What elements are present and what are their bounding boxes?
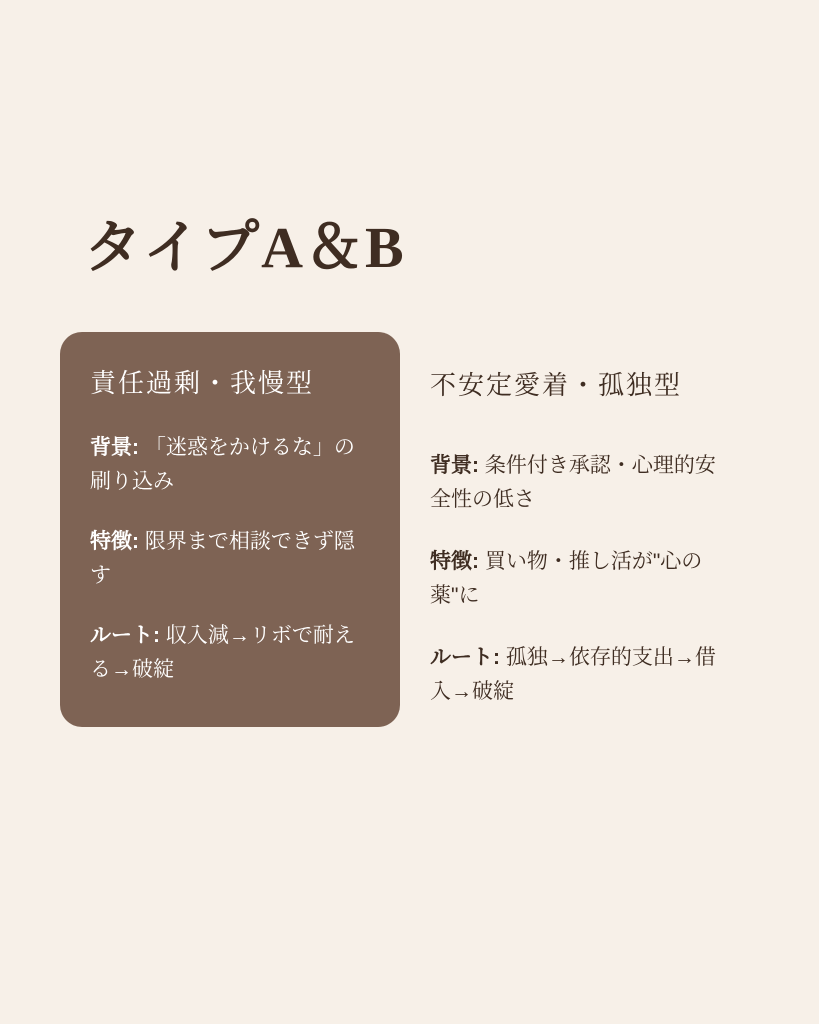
type-b-entry-route xyxy=(430,641,720,709)
type-a-entry-route-label: ルート: xyxy=(90,624,160,648)
type-a-card xyxy=(60,332,400,727)
type-b-entry-background xyxy=(430,449,720,517)
type-a-entry-trait xyxy=(90,525,370,593)
type-b-entry-trait xyxy=(430,545,720,613)
type-a-entry-route-text: 収入減→リボで耐える→破綻 xyxy=(90,624,355,682)
type-a-entry-route xyxy=(90,619,370,687)
type-b-entry-trait-label: 特徴: xyxy=(430,550,479,574)
page-title: タイプA＆B xyxy=(84,215,406,280)
type-a-heading: 責任過剰・我慢型 xyxy=(90,368,315,398)
type-b-entry-route-label: ルート: xyxy=(430,646,500,670)
type-comparison xyxy=(60,332,780,727)
type-a-entry-background-text: 「迷惑をかけるな」の刷り込み xyxy=(90,436,355,494)
type-a-entry-background-label: 背景: xyxy=(90,436,139,460)
type-b-entry-route-text: 孤独→依存的支出→借入→破綻 xyxy=(430,646,716,704)
type-a-entry-trait-label: 特徴: xyxy=(90,530,139,554)
type-b-heading: 不安定愛着・孤独型 xyxy=(430,370,683,400)
type-b-entry-trait-text: 買い物・推し活が"心の薬"に xyxy=(430,550,703,608)
type-b-entry-background-label: 背景: xyxy=(430,454,479,478)
type-b-entry-background-text: 条件付き承認・心理的安全性の低さ xyxy=(430,454,716,512)
type-a-entry-trait-text: 限界まで相談できず隠す xyxy=(90,530,355,588)
type-b-card xyxy=(400,332,730,709)
type-a-entry-background xyxy=(90,431,370,499)
